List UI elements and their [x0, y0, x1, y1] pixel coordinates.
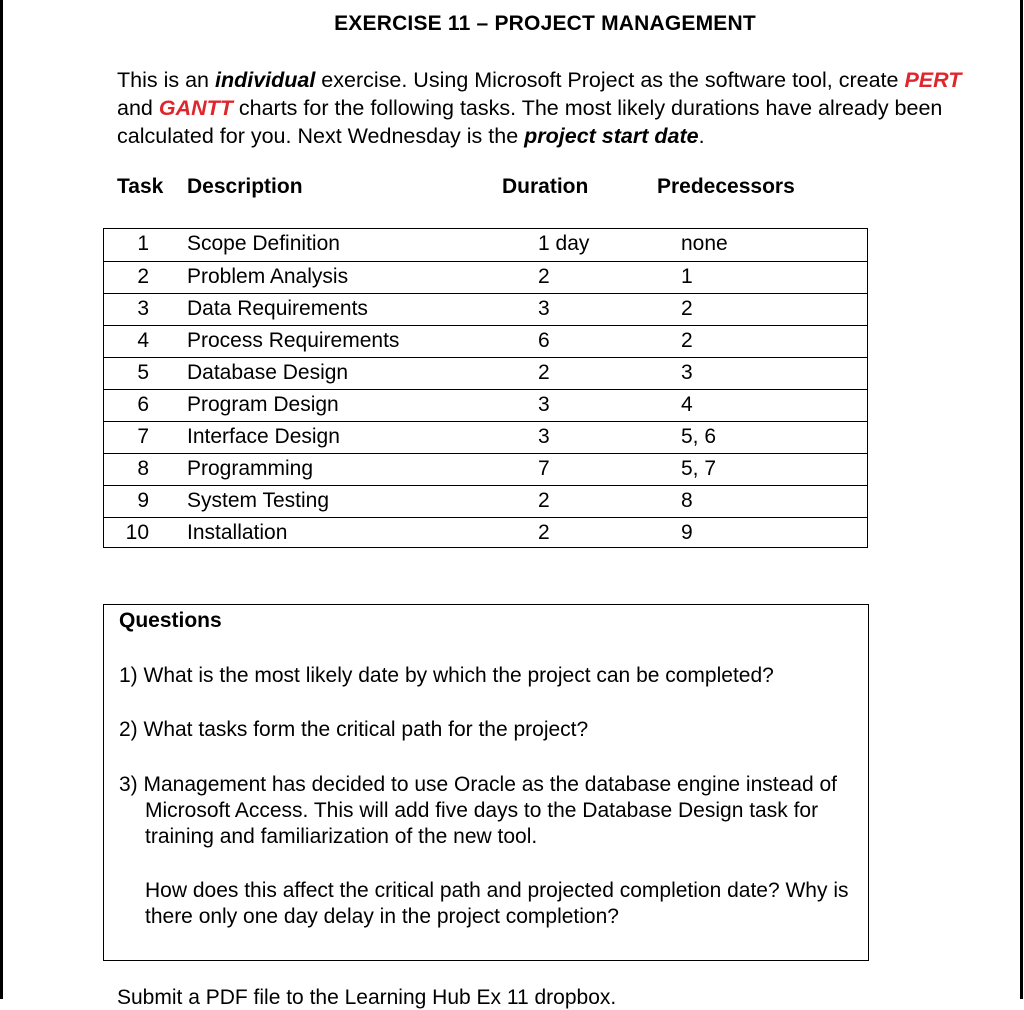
left-page-edge: [0, 0, 3, 999]
task-predecessors: 8: [681, 489, 693, 512]
intro-paragraph: This is an individual exercise. Using Microsoft Project as the software tool, create PERT and GANTT charts for the following tasks. The most likely durations have already been calculated for you. Next Wednesday is the project start date.: [117, 68, 962, 148]
task-description: Programming: [187, 457, 314, 480]
task-duration: 3: [538, 393, 550, 416]
task-duration: 6: [538, 329, 550, 352]
questions-box: [103, 604, 869, 961]
task-number: 2: [137, 265, 149, 288]
task-duration: 2: [538, 265, 550, 288]
task-description: System Testing: [187, 489, 330, 512]
task-number: 7: [137, 425, 149, 448]
task-duration: 2: [538, 361, 550, 384]
task-number: 3: [137, 297, 149, 320]
header-task: Task: [117, 175, 164, 198]
task-number: 10: [125, 521, 149, 544]
question-3-followup: How does this affect the critical path and projected completion date? Why is there only one day delay in the project completion?: [145, 879, 849, 928]
task-description: Program Design: [187, 393, 339, 416]
question-1: 1) What is the most likely date by which the project can be completed?: [119, 664, 774, 687]
task-description: Scope Definition: [187, 232, 340, 255]
table-row: [104, 421, 867, 453]
question-2: 2) What tasks form the critical path for the project?: [119, 718, 589, 741]
page-title: EXERCISE 11 – PROJECT MANAGEMENT: [334, 12, 756, 35]
task-description: Problem Analysis: [187, 265, 349, 288]
task-number: 1: [137, 232, 149, 255]
task-predecessors: 5, 7: [681, 457, 717, 480]
task-number: 5: [137, 361, 149, 384]
task-number: 4: [137, 329, 149, 352]
pert-emphasis: PERT: [904, 68, 962, 92]
task-description: Database Design: [187, 361, 349, 384]
task-number: 9: [137, 489, 149, 512]
table-row: [104, 261, 867, 293]
task-number: 8: [137, 457, 149, 480]
table-row: [104, 517, 867, 549]
table-row: [104, 453, 867, 485]
header-description: Description: [187, 175, 303, 198]
task-predecessors: 4: [681, 393, 693, 416]
task-duration: 3: [538, 425, 550, 448]
submission-note: Submit a PDF file to the Learning Hub Ex 11 dropbox.: [117, 986, 617, 1009]
task-duration: 7: [538, 457, 550, 480]
questions-heading: Questions: [119, 609, 222, 632]
task-predecessors: 3: [681, 361, 693, 384]
task-duration: 2: [538, 489, 550, 512]
right-page-edge: [1020, 0, 1023, 999]
table-row: [104, 325, 867, 357]
task-duration: 3: [538, 297, 550, 320]
header-predecessors: Predecessors: [657, 175, 795, 198]
task-duration: 2: [538, 521, 550, 544]
task-predecessors: 5, 6: [681, 425, 717, 448]
task-predecessors: 1: [681, 265, 693, 288]
task-number: 6: [137, 393, 149, 416]
task-predecessors: none: [681, 232, 728, 255]
table-row: [104, 357, 867, 389]
individual-emphasis: individual: [214, 68, 316, 92]
task-description: Installation: [187, 521, 288, 544]
question-3: 3) Management has decided to use Oracle as the database engine instead of Microsoft Access. This will add five days to the Database Design task for training and familiarization of the new tool.: [119, 773, 837, 848]
header-duration: Duration: [502, 175, 589, 198]
table-row: [104, 485, 867, 517]
task-description: Interface Design: [187, 425, 340, 448]
task-predecessors: 2: [681, 329, 693, 352]
gantt-emphasis: GANTT: [158, 96, 233, 120]
table-row: [104, 293, 867, 325]
table-row: [104, 389, 867, 421]
task-duration: 1 day: [538, 232, 590, 255]
table-row: [104, 229, 867, 261]
start-date-emphasis: project start date: [524, 124, 699, 148]
task-table: [103, 228, 868, 548]
task-predecessors: 9: [681, 521, 693, 544]
task-description: Process Requirements: [187, 329, 400, 352]
task-description: Data Requirements: [187, 297, 368, 320]
task-predecessors: 2: [681, 297, 693, 320]
